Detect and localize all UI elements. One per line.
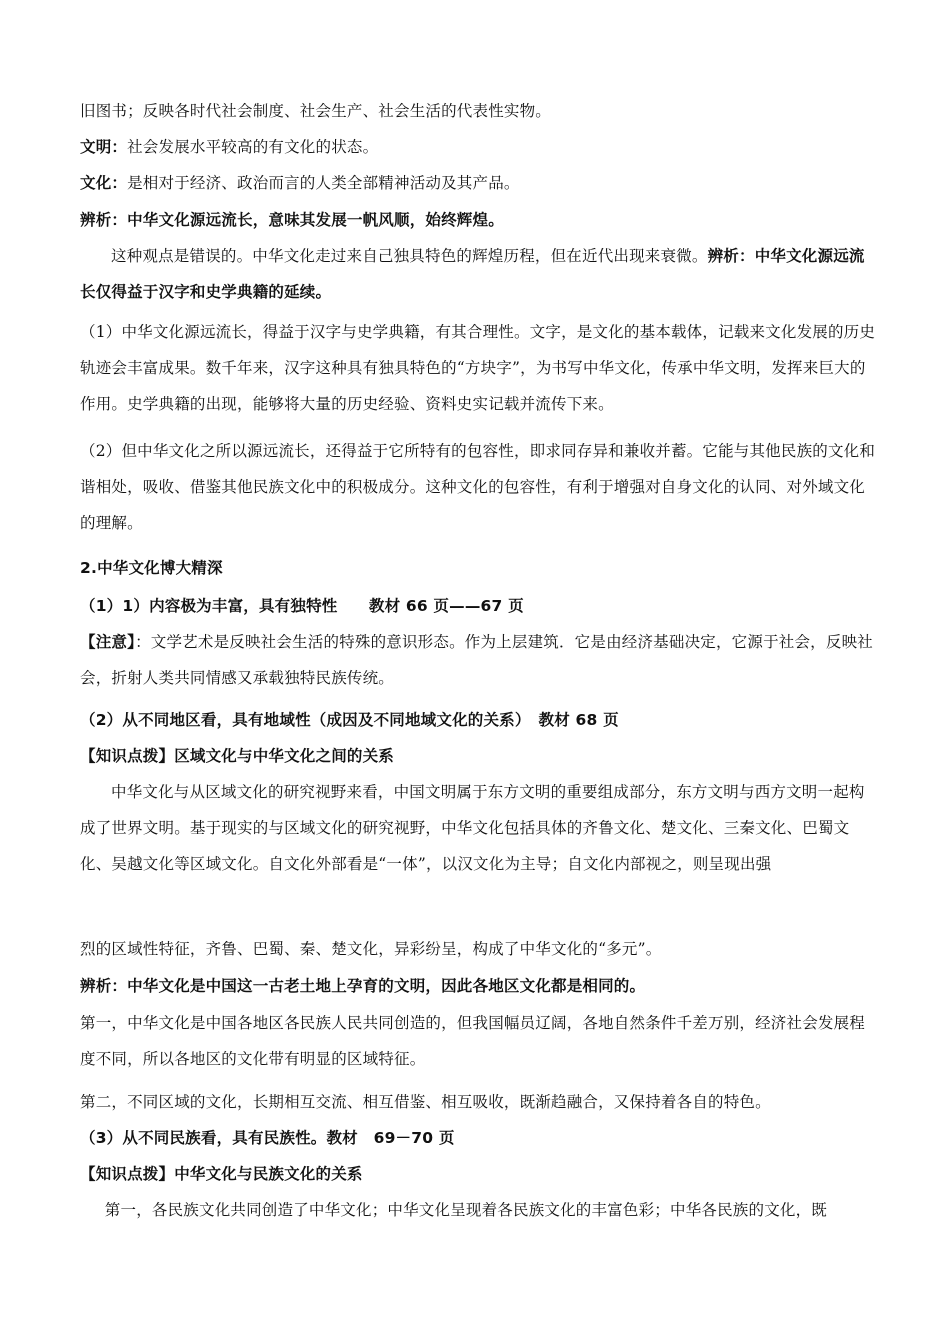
paragraph-note bbox=[80, 624, 880, 696]
paragraph-first-reason: 第一，中华文化是中国各地区各民族人民共同创造的，但我国幅员辽阔，各地自然条件千差万别，经济社会发展程度不同，所以各地区的文化带有明显的区域特征。 bbox=[80, 1014, 866, 1068]
paragraph-point-1: （1）中华文化源远流长，得益于汉字与史学典籍，有其合理性。文字，是文化的基本载体，记载来文化发展的历史轨迹会丰富成果。数千年来，汉字这种具有独具特色的“方块字”，为书写中华文化，传承中华文明，发挥来巨大的作用。史学典籍的出现，能够将大量的历史经验、资料史实记载并流传下来。 bbox=[80, 323, 876, 413]
note-label: 【注意】 bbox=[80, 633, 136, 651]
definition-civilization bbox=[80, 129, 880, 165]
analysis-heading-1: 辨析：中华文化源远流长，意味其发展一帆风顺，始终辉煌。 bbox=[80, 211, 504, 229]
paragraph-regional-continued: 烈的区域性特征，齐鲁、巴蜀、秦、楚文化，异彩纷呈，构成了中华文化的“多元”。 bbox=[80, 940, 662, 958]
answer-text: 这种观点是错误的。中华文化走过来自己独具特色的辉煌历程，但在近代出现来衰微。 bbox=[111, 247, 708, 265]
analysis-heading-2: 辨析：中华文化源远流长仅得益于汉字和史学典籍的延续。 bbox=[80, 247, 865, 301]
section-heading-broad-profound: 2.中华文化博大精深 bbox=[80, 559, 223, 577]
subheading-ethnic: （3）从不同民族看，具有民族性。教材 69－70 页 bbox=[80, 1129, 455, 1147]
paragraph-museum-items bbox=[80, 93, 880, 129]
term-culture: 文化： bbox=[80, 173, 128, 192]
subheading-regional: （2）从不同地区看，具有地域性（成因及不同地域文化的关系） 教材 68 页 bbox=[80, 711, 619, 729]
paragraph-ethnic-culture: 第一，各民族文化共同创造了中华文化；中华文化呈现着各民族文化的丰富色彩；中华各民族的文化，既 bbox=[104, 1201, 828, 1219]
subheading-content-rich: （1）1）内容极为丰富，具有独特性 教材 66 页——67 页 bbox=[80, 597, 524, 615]
note-text: ：文学艺术是反映社会生活的特殊的意识形态。作为上层建筑．它是由经济基础决定，它源于社会，反映社会，折射人类共同情感又承载独特民族传统。 bbox=[80, 633, 873, 687]
text-museum-items: 旧图书；反映各时代社会制度、社会生产、社会生活的代表性实物。 bbox=[80, 102, 552, 120]
definition-culture-text: 是相对于经济、政治而言的人类全部精神活动及其产品。 bbox=[127, 174, 520, 192]
definition-civilization-text: 社会发展水平较高的有文化的状态。 bbox=[127, 138, 379, 156]
paragraph-second-reason: 第二，不同区域的文化，长期相互交流、相互借鉴、相互吸收，既渐趋融合，又保持着各自的特色。 bbox=[80, 1093, 771, 1111]
paragraph-regional-culture: 中华文化与从区域文化的研究视野来看，中国文明属于东方文明的重要组成部分，东方文明与西方文明一起构成了世界文明。基于现实的与区域文化的研究视野，中华文化包括具体的齐鲁文化、楚文化、三秦文化、巴蜀文化、吴越文化等区域文化。自文化外部看是“一体”，以汉文化为主导；自文化内部视之，则呈现出强 bbox=[80, 783, 865, 873]
analysis-heading-3: 辨析：中华文化是中国这一古老土地上孕育的文明，因此各地区文化都是相同的。 bbox=[80, 977, 646, 995]
term-civilization: 文明： bbox=[80, 137, 128, 156]
knowledge-tip-ethnic: 【知识点拨】中华文化与民族文化的关系 bbox=[80, 1165, 363, 1183]
paragraph-point-2: （2）但中华文化之所以源远流长，还得益于它所特有的包容性，即求同存异和兼收并蓄。它能与其他民族的文化和谐相处，吸收、借鉴其他民族文化中的积极成分。这种文化的包容性，有利于增强对自身文化的认同、对外域文化的理解。 bbox=[80, 442, 876, 532]
paragraph-analysis-answer bbox=[80, 238, 880, 310]
knowledge-tip-regional: 【知识点拨】区域文化与中华文化之间的关系 bbox=[80, 747, 395, 765]
definition-culture bbox=[80, 165, 880, 201]
